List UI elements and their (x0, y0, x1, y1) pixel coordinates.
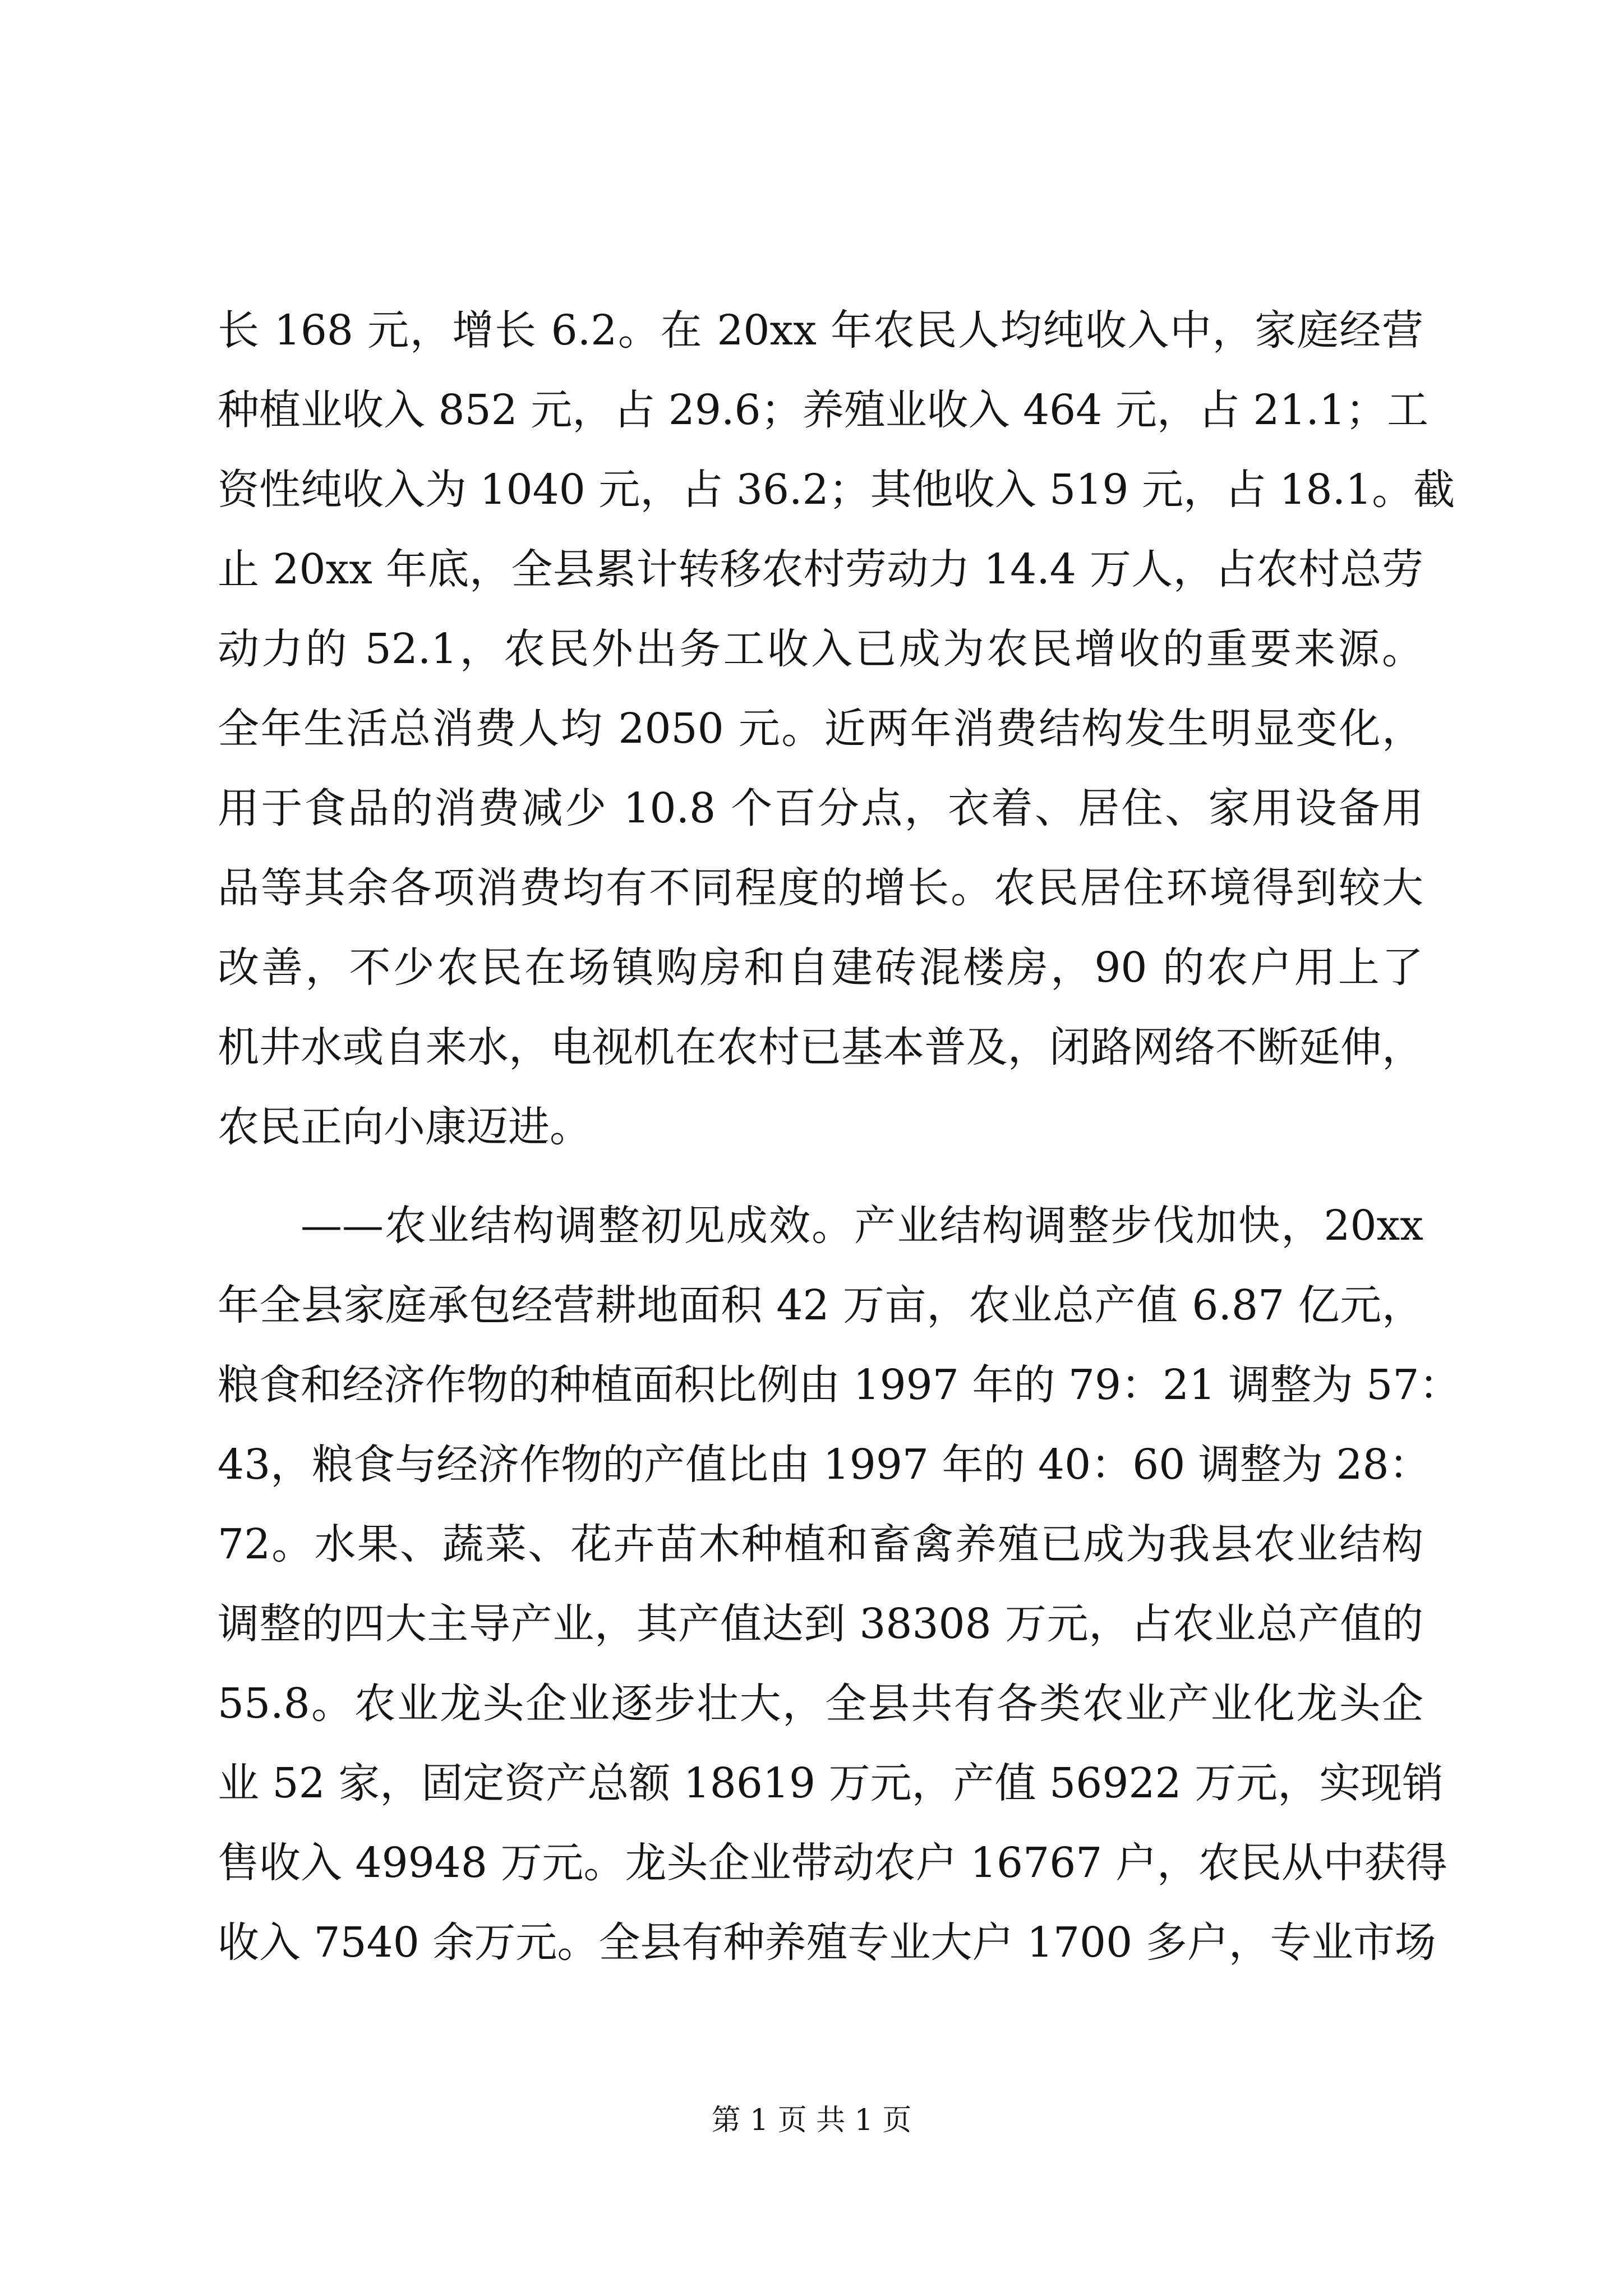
paragraph-gap (218, 1167, 1423, 1186)
text-line: 72。水果、蔬菜、花卉苗木种植和畜禽养殖已成为我县农业结构 (218, 1520, 1423, 1568)
text-line: 业 52 家，固定资产总额 18619 万元，产值 56922 万元，实现销 (218, 1759, 1444, 1807)
text-line: 止 20xx 年底，全县累计转移农村劳动力 14.4 万人，占农村总劳 (218, 545, 1423, 593)
text-line: 种植业收入 852 元，占 29.6；养殖业收入 464 元，占 21.1；工 (218, 386, 1429, 434)
text-line: 调整的四大主导产业，其产值达到 38308 万元，占农业总产值的 (218, 1600, 1423, 1648)
text-line: ——农业结构调整初见成效。产业结构调整步伐加快，20xx (301, 1202, 1423, 1250)
page-number-footer: 第 1 页 共 1 页 (711, 2104, 912, 2137)
text-line: 用于食品的消费减少 10.8 个百分点，衣着、居住、家用设备用 (218, 784, 1423, 832)
text-line: 年全县家庭承包经营耕地面积 42 万亩，农业总产值 6.87 亿元， (218, 1281, 1423, 1329)
text-line: 资性纯收入为 1040 元，占 36.2；其他收入 519 元，占 18.1。截 (218, 466, 1455, 514)
text-line: 55.8。农业龙头企业逐步壮大，全县共有各类农业产业化龙头企 (218, 1680, 1423, 1728)
text-line: 43，粮食与经济作物的产值比由 1997 年的 40：60 调整为 28： (218, 1441, 1431, 1489)
text-line: 机井水或自来水，电视机在农村已基本普及，闭路网络不断延伸， (218, 1023, 1423, 1071)
text-line: 粮食和经济作物的种植面积比例由 1997 年的 79：21 调整为 57： (218, 1361, 1461, 1409)
text-line: 动力的 52.1，农民外出务工收入已成为农民增收的重要来源。 (218, 625, 1423, 673)
text-line: 农民正向小康迈进。 (218, 1103, 591, 1151)
text-line: 全年生活总消费人均 2050 元。近两年消费结构发生明显变化， (218, 705, 1423, 753)
text-line: 品等其余各项消费均有不同程度的增长。农民居住环境得到较大 (218, 864, 1423, 912)
text-line: 售收入 49948 万元。龙头企业带动农户 16767 户，农民从中获得 (218, 1839, 1447, 1887)
text-line: 收入 7540 余万元。全县有种养殖专业大户 1700 多户，专业市场 (218, 1918, 1436, 1967)
text-line: 改善，不少农民在场镇购房和自建砖混楼房，90 的农户用上了 (218, 944, 1423, 992)
body-text (218, 291, 1461, 1982)
text-line: 长 168 元，增长 6.2。在 20xx 年农民人均纯收入中，家庭经营 (218, 306, 1423, 355)
